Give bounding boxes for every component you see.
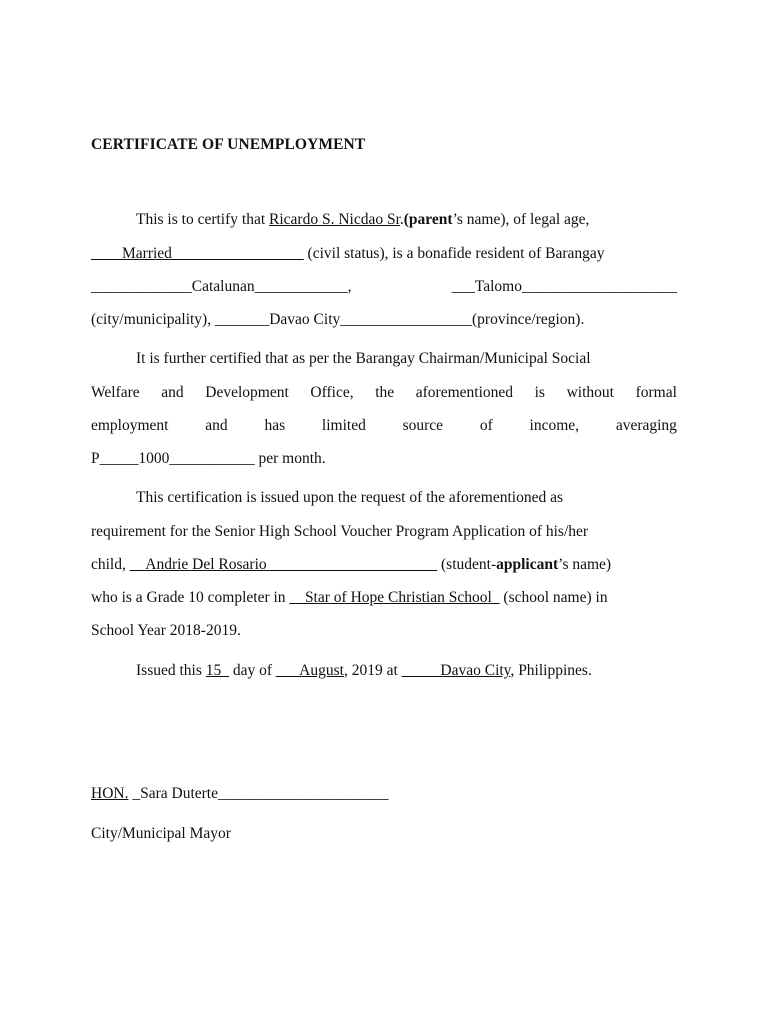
- position-text: City/Municipal Mayor: [91, 825, 231, 842]
- parent-label: (parent: [403, 211, 453, 228]
- p2-word: Development: [205, 384, 289, 401]
- p1-line-4: [91, 310, 677, 330]
- p2-word: aforementioned: [415, 384, 514, 401]
- signatory-position: [91, 824, 677, 844]
- signature-line: [91, 784, 677, 804]
- p2-word: the: [375, 384, 395, 401]
- p1-line-3: [91, 277, 677, 297]
- p2-word: income,: [529, 417, 580, 434]
- p2-word: employment: [91, 417, 169, 434]
- p3-text-1: This certification is issued upon the request of the aforementioned as: [136, 489, 563, 506]
- signatory-name: _Sara Duterte______________________: [128, 785, 389, 802]
- city-field: ___Talomo____________________: [451, 278, 677, 295]
- civil-status-field: ____Married_________________: [91, 245, 304, 262]
- p2-word: is: [534, 384, 545, 401]
- p2-word: limited: [321, 417, 366, 434]
- p3-text-4b: (school name) in: [503, 589, 608, 606]
- p2-word: averaging: [615, 417, 677, 434]
- p3-text-4a: who is a Grade 10 completer in: [91, 589, 286, 606]
- p2-line-3: [91, 416, 677, 436]
- issued-line: [91, 661, 677, 681]
- p3-line-4: [91, 588, 677, 608]
- p1-text-b: .: [399, 211, 404, 228]
- p2-word: Welfare: [91, 384, 140, 401]
- issued-month-field: ___August: [275, 662, 344, 679]
- p1-line-1: [91, 210, 677, 230]
- p2-text-1: It is further certified that as per the Barangay Chairman/Municipal Social: [136, 350, 591, 367]
- p2-line-4: [91, 449, 677, 469]
- p2-line-2: [91, 383, 677, 403]
- p2-word: Office,: [310, 384, 354, 401]
- p3-line-2: [91, 522, 677, 542]
- p2-word: and: [205, 417, 228, 434]
- p2-word: has: [264, 417, 286, 434]
- p2-word: of: [479, 417, 493, 434]
- issued-text-b: day of: [232, 662, 273, 679]
- p2-word: without: [566, 384, 614, 401]
- applicant-label: applicant: [496, 556, 559, 573]
- barangay-field: _____________Catalunan____________,: [91, 278, 352, 295]
- child-name-field: __Andrie Del Rosario______________________: [129, 556, 438, 573]
- p2-word: and: [161, 384, 184, 401]
- school-year-text: School Year 2018-2019.: [91, 622, 241, 639]
- p2-word: source: [402, 417, 444, 434]
- p3-text-2: requirement for the Senior High School Voucher Program Application of his/her: [91, 523, 589, 540]
- document-title: CERTIFICATE OF UNEMPLOYMENT: [91, 136, 366, 153]
- p1-line-2-rest: (civil status), is a bonafide resident of Barangay: [307, 245, 605, 262]
- p3-text-3b: (student-: [441, 556, 497, 573]
- p1-text-a: This is to certify that: [136, 211, 266, 228]
- p3-text-3a: child,: [91, 556, 126, 573]
- issued-text-d: , Philippines.: [510, 662, 592, 679]
- income-amount-line: P_____1000___________ per month.: [91, 450, 326, 467]
- p3-line-3: [91, 555, 677, 575]
- p3-text-3c: ’s name): [558, 556, 612, 573]
- p3-line-5: [91, 621, 677, 641]
- hon-label: HON.: [91, 785, 129, 802]
- issued-place-field: _____Davao City: [401, 662, 511, 679]
- issued-text-a: Issued this: [136, 662, 202, 679]
- p2-word: formal: [635, 384, 677, 401]
- issued-text-c: , 2019 at: [343, 662, 398, 679]
- issued-day-field: 15_: [205, 662, 229, 679]
- parent-name-field: Ricardo S. Nicdao Sr: [269, 211, 400, 228]
- school-name-field: __Star of Hope Christian School_: [289, 589, 500, 606]
- p3-line-1: [91, 488, 677, 508]
- p1-text-c: ’s name), of legal age,: [452, 211, 590, 228]
- p1-line-2: [91, 244, 677, 264]
- p2-line-1: [91, 349, 677, 369]
- province-line: (city/municipality), _______Davao City_________________(province/region).: [91, 311, 585, 328]
